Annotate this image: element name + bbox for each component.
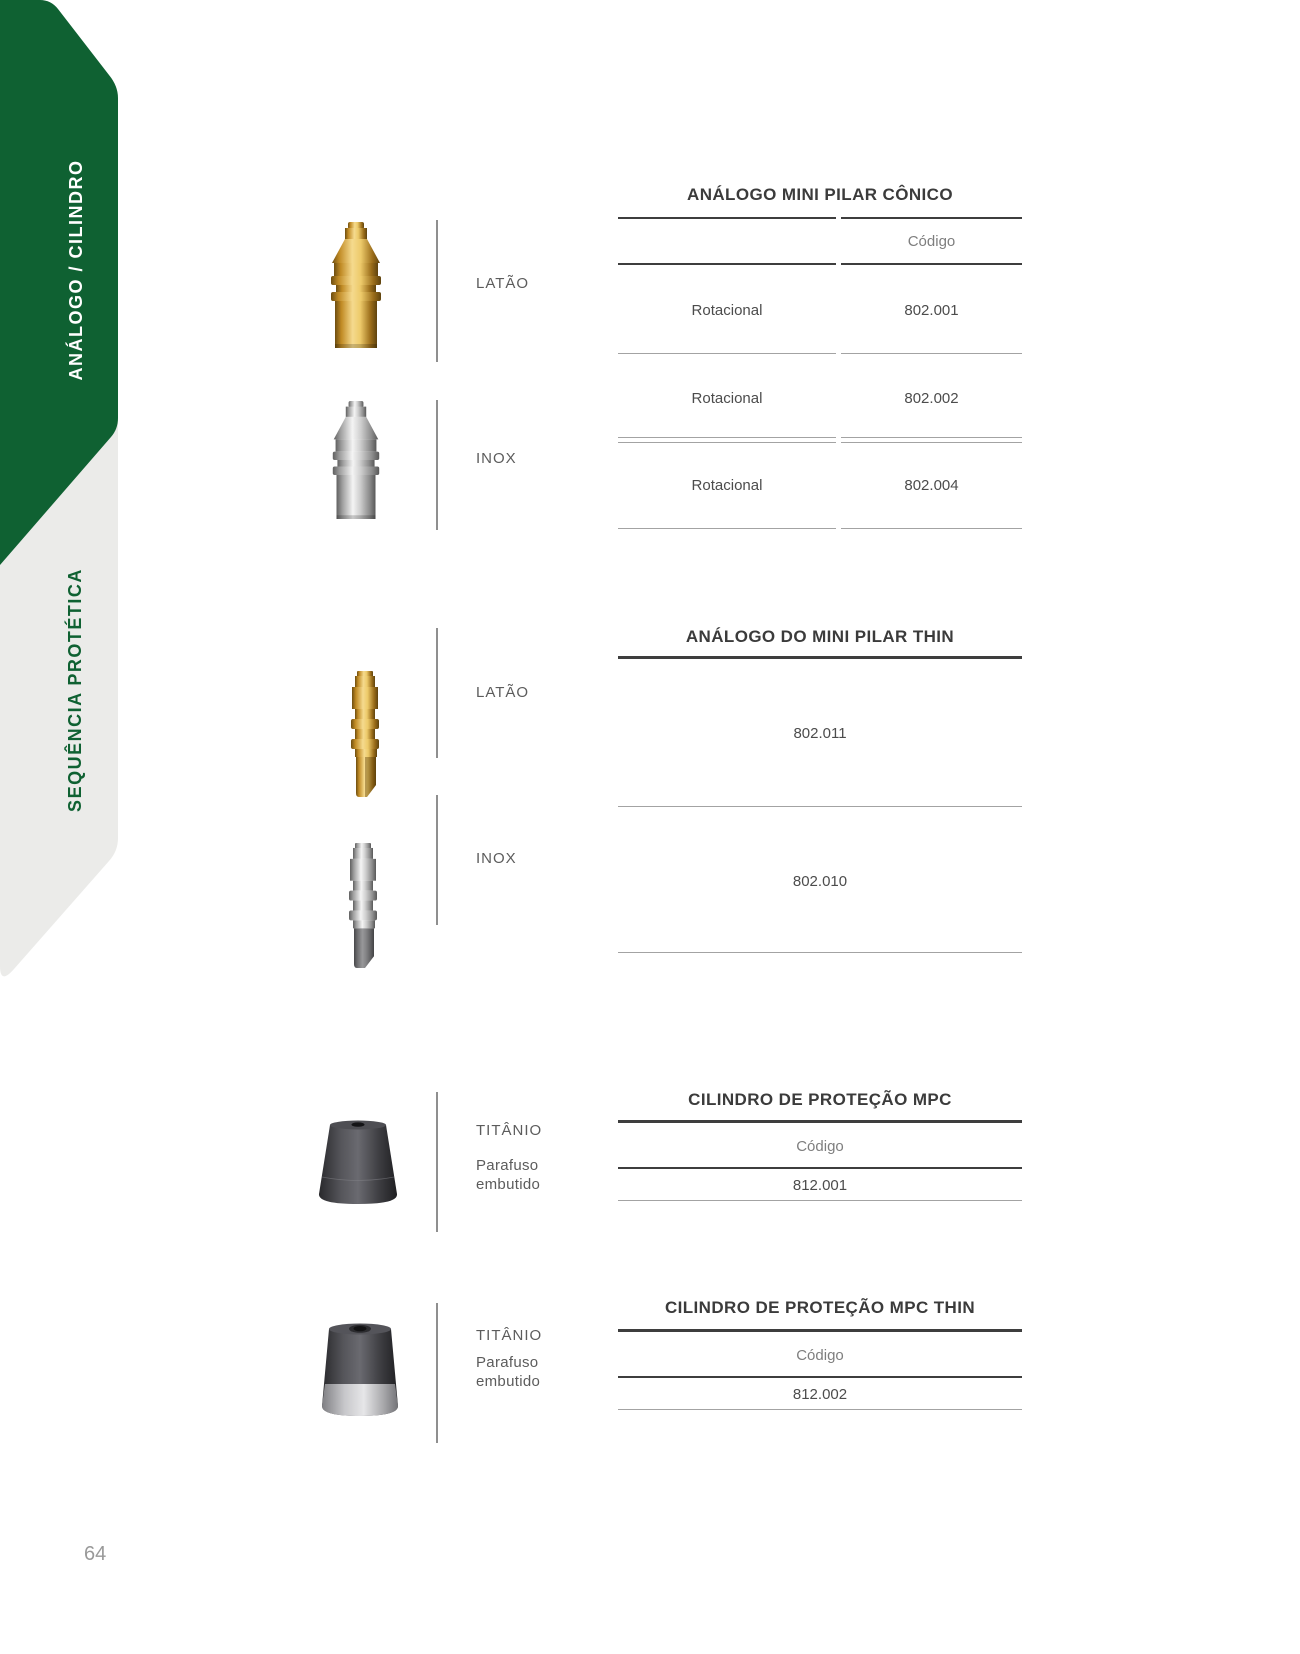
table-rule [841, 353, 1022, 354]
table-rule [618, 1200, 1022, 1201]
material-note-line1: Parafuso [476, 1157, 539, 1174]
material-divider [436, 400, 438, 530]
table-rule [618, 656, 1022, 659]
column-header-codigo: Código [796, 1138, 844, 1155]
row-code: 812.002 [792, 1386, 848, 1403]
row-code: 812.001 [792, 1177, 848, 1194]
row-code: 802.010 [792, 873, 848, 890]
product-image-steel-thin-analog [344, 843, 382, 975]
table-title: ANÁLOGO MINI PILAR CÔNICO [687, 185, 953, 204]
table-rule [618, 1376, 1022, 1378]
material-label-inox: INOX [476, 450, 517, 467]
product-image-titanium-cylinder-mpc-thin [320, 1322, 400, 1421]
table-rule [841, 263, 1022, 265]
table-title: CILINDRO DE PROTEÇÃO MPC THIN [664, 1298, 976, 1317]
page-number: 64 [84, 1543, 107, 1565]
product-image-brass-thin-analog [346, 671, 384, 804]
table-rule [841, 217, 1022, 219]
table-rule [618, 442, 836, 443]
material-label-latao: LATÃO [476, 275, 530, 292]
table-rule [841, 442, 1022, 443]
material-divider [436, 1303, 438, 1443]
material-label-titanio: TITÂNIO [476, 1122, 543, 1139]
table-rule [618, 263, 836, 265]
table-rule [618, 437, 836, 438]
table-rule [618, 1409, 1022, 1410]
product-image-steel-analog [330, 401, 382, 524]
table-rule [618, 1167, 1022, 1169]
column-header-codigo: Código [796, 1347, 844, 1364]
row-code: 802.002 [904, 390, 959, 407]
product-image-titanium-cylinder-mpc [318, 1120, 398, 1209]
table-rule [841, 437, 1022, 438]
row-code: 802.004 [904, 477, 959, 494]
column-header-codigo: Código [907, 233, 956, 250]
material-label-inox: INOX [476, 850, 517, 867]
table-rule [618, 353, 836, 354]
material-note-line1: Parafuso [476, 1354, 539, 1371]
row-code: 802.011 [793, 725, 847, 742]
table-rule [618, 952, 1022, 953]
material-note-line2: embutido [476, 1373, 541, 1390]
table-title: CILINDRO DE PROTEÇÃO MPC [688, 1090, 952, 1109]
table-rule [618, 217, 836, 219]
row-variant: Rotacional [691, 390, 763, 407]
material-label-titanio: TITÂNIO [476, 1327, 543, 1344]
table-rule [618, 806, 1022, 807]
material-divider [436, 628, 438, 758]
sidebar-tab-analogo-cilindro: ANÁLOGO / CILINDRO [66, 159, 86, 381]
sidebar-tab-sequencia-protetica: SEQUÊNCIA PROTÉTICA [65, 568, 85, 812]
material-divider [436, 220, 438, 362]
row-variant: Rotacional [691, 302, 763, 319]
table-title: ANÁLOGO DO MINI PILAR THIN [685, 627, 955, 646]
table-rule [841, 528, 1022, 529]
product-image-brass-analog [328, 222, 384, 353]
table-rule [618, 1120, 1022, 1123]
table-rule [618, 528, 836, 529]
material-note-line2: embutido [476, 1176, 541, 1193]
table-rule [618, 1329, 1022, 1332]
row-variant: Rotacional [691, 477, 763, 494]
material-divider [436, 1092, 438, 1232]
material-divider [436, 795, 438, 925]
row-code: 802.001 [904, 302, 959, 319]
material-label-latao: LATÃO [476, 684, 530, 701]
